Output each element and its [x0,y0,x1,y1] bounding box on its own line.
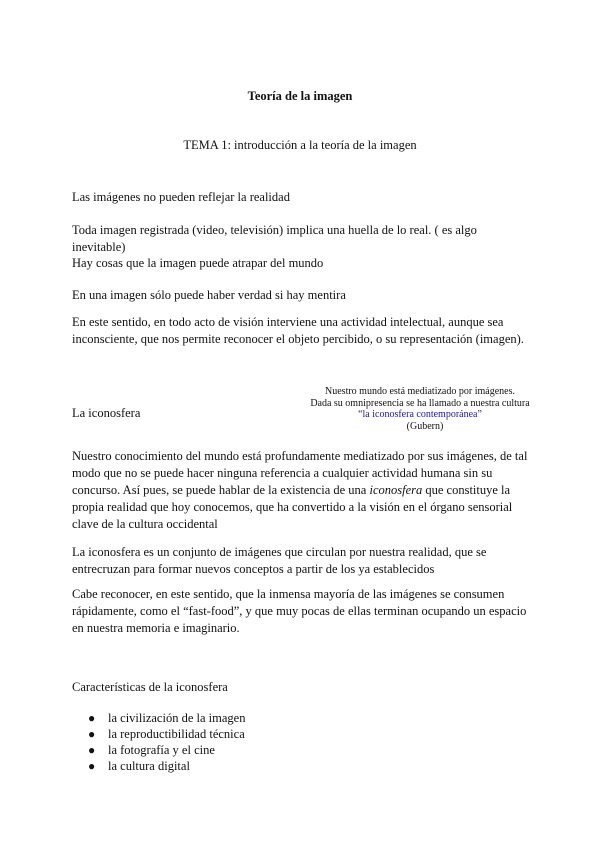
list-item [88,710,245,726]
paragraph-2: Toda imagen registrada (video, televisión) implica una huella de lo real. ( es algo inevitable) [72,223,477,254]
paragraph-4: En una imagen sólo puede haber verdad si hay mentira [72,288,346,302]
list-item [88,726,245,742]
bullet-icon: ● [88,743,96,757]
iconosfera-paragraph-text-1: Nuestro conocimiento del mundo está profundamente mediatizado por sus imágenes, de tal modo que no se puede hacer ninguna referencia a cualquier actividad humana sin su concurso. Así pues, se puede hablar de la existencia de una [72,449,528,497]
paragraph-5: En este sentido, en todo acto de visión interviene una actividad intelectual, aunque sea inconsciente, que nos permite reconocer el objeto percibido, o su representación (imagen). [72,315,524,346]
paragraph-3: Hay cosas que la imagen puede atrapar del mundo [72,256,324,270]
consumption-paragraph: Cabe reconocer, en este sentido, que la inmensa mayoría de las imágenes se consumen rápidamente, como el “fast-food”, y que muy pocas de ellas terminan ocupando un espacio en nuestra memoria e imaginario. [72,587,527,635]
list-item-text: la civilización de la imagen [108,711,246,725]
document-title: Teoría de la imagen [247,89,353,103]
characteristics-list [88,710,245,774]
list-item [88,742,245,758]
iconosfera-italic-term: iconosfera [369,483,423,497]
iconosfera-paragraph-text-2: que constituye la propia realidad que hoy conocemos, que ha convertido a la visión en el órgano sensorial clave de la cultura occidental [72,483,513,531]
list-item [88,758,245,774]
document-subtitle: TEMA 1: introducción a la teoría de la imagen [183,138,417,152]
list-item-text: la fotografía y el cine [108,743,215,757]
quote-line-1: Nuestro mundo está mediatizado por imágenes. [325,386,515,397]
bullet-icon: ● [88,759,96,773]
list-item-text: la cultura digital [108,759,190,773]
list-item-text: la reproductibilidad técnica [108,727,245,741]
characteristics-heading: Características de la iconosfera [72,680,228,694]
paragraph-1: Las imágenes no pueden reflejar la realidad [72,190,290,204]
quote-author: (Gubern) [406,420,444,432]
bullet-icon: ● [88,727,96,741]
iconosfera-paragraph [72,448,532,533]
definition-paragraph: La iconosfera es un conjunto de imágenes que circulan por nuestra realidad, que se entrecruzan para formar nuevos conceptos a partir de los ya establecidos [72,545,487,576]
quote-line-2: Dada su omnipresencia se ha llamado a nuestra cultura [310,397,530,409]
quote-block [305,386,535,432]
quote-line-3: “la iconosfera contemporánea” [358,409,482,420]
iconosfera-heading: La iconosfera [72,406,141,420]
bullet-icon: ● [88,711,96,725]
